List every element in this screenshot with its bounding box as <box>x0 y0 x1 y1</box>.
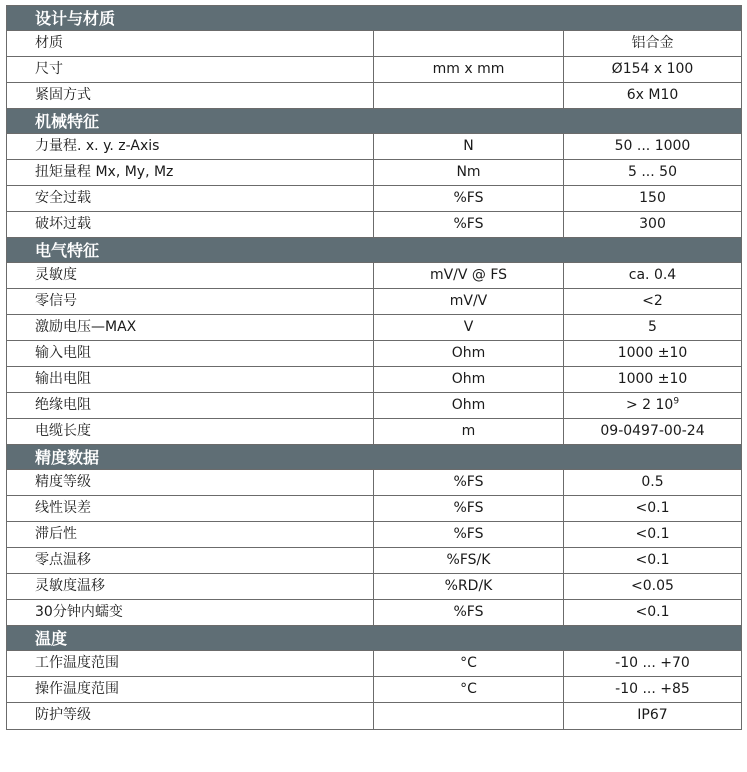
table-row <box>7 470 741 496</box>
spec-value <box>564 393 741 418</box>
table-row <box>7 289 741 315</box>
table-row <box>7 367 741 393</box>
spec-name: 输出电阻 <box>7 367 374 392</box>
spec-unit: m <box>374 419 564 444</box>
table-row <box>7 57 741 83</box>
spec-value-text: 300 <box>639 216 666 232</box>
spec-value-text: <0.1 <box>635 500 670 516</box>
section-header: 设计与材质 <box>7 6 741 31</box>
spec-value <box>564 315 741 340</box>
spec-unit: %FS <box>374 186 564 211</box>
table-row <box>7 341 741 367</box>
spec-value-text: 0.5 <box>641 474 664 490</box>
spec-name: 激励电压—MAX <box>7 315 374 340</box>
spec-value-text: <0.1 <box>635 604 670 620</box>
spec-value <box>564 419 741 444</box>
spec-name: 输入电阻 <box>7 341 374 366</box>
spec-unit: mV/V @ FS <box>374 263 564 288</box>
spec-unit: %RD/K <box>374 574 564 599</box>
spec-unit: %FS <box>374 496 564 521</box>
spec-name: 工作温度范围 <box>7 651 374 676</box>
spec-value-text: 09-0497-00-24 <box>600 423 705 439</box>
spec-value <box>564 703 741 729</box>
table-row <box>7 212 741 238</box>
table-row <box>7 31 741 57</box>
spec-unit: Nm <box>374 160 564 185</box>
spec-name: 紧固方式 <box>7 83 374 108</box>
spec-unit: Ohm <box>374 341 564 366</box>
spec-value <box>564 677 741 702</box>
spec-name: 线性误差 <box>7 496 374 521</box>
table-row <box>7 548 741 574</box>
spec-value-text: ca. 0.4 <box>628 267 677 283</box>
spec-value <box>564 57 741 82</box>
spec-unit: °C <box>374 677 564 702</box>
table-row <box>7 263 741 289</box>
table-row <box>7 677 741 703</box>
spec-value <box>564 470 741 495</box>
spec-unit <box>374 83 564 108</box>
spec-value-text: > 2 10 <box>625 397 674 413</box>
spec-value-text: 6x M10 <box>626 87 679 103</box>
table-row <box>7 134 741 160</box>
spec-name: 力量程. x. y. z-Axis <box>7 134 374 159</box>
section-header: 精度数据 <box>7 445 741 470</box>
spec-value-text: -10 ... +85 <box>615 681 690 697</box>
spec-value-text: Ø154 x 100 <box>611 61 694 77</box>
spec-name: 滞后性 <box>7 522 374 547</box>
spec-unit: %FS <box>374 522 564 547</box>
spec-name: 灵敏度 <box>7 263 374 288</box>
table-row <box>7 703 741 729</box>
spec-unit: mm x mm <box>374 57 564 82</box>
section-header: 机械特征 <box>7 109 741 134</box>
spec-value <box>564 574 741 599</box>
section-header: 温度 <box>7 626 741 651</box>
spec-unit: Ohm <box>374 393 564 418</box>
spec-value-text: -10 ... +70 <box>615 655 690 671</box>
spec-value <box>564 83 741 108</box>
spec-unit: %FS <box>374 600 564 625</box>
spec-unit: %FS <box>374 212 564 237</box>
spec-name: 操作温度范围 <box>7 677 374 702</box>
spec-value-text: <0.1 <box>635 526 670 542</box>
spec-name: 电缆长度 <box>7 419 374 444</box>
table-row <box>7 522 741 548</box>
spec-value <box>564 548 741 573</box>
table-row <box>7 496 741 522</box>
table-row <box>7 83 741 109</box>
table-row <box>7 186 741 212</box>
section-header: 电气特征 <box>7 238 741 263</box>
spec-unit <box>374 31 564 56</box>
spec-name: 零信号 <box>7 289 374 314</box>
spec-value <box>564 289 741 314</box>
spec-value <box>564 600 741 625</box>
spec-value <box>564 651 741 676</box>
spec-name: 安全过载 <box>7 186 374 211</box>
spec-value-text: <0.1 <box>635 552 670 568</box>
spec-value-text: 150 <box>639 190 666 206</box>
spec-unit: N <box>374 134 564 159</box>
spec-value-text: 1000 ±10 <box>617 371 688 387</box>
spec-value-text: 5 <box>648 319 657 335</box>
spec-value <box>564 341 741 366</box>
spec-value-text: 50 ... 1000 <box>614 138 691 154</box>
spec-value-text: IP67 <box>637 707 668 723</box>
table-row <box>7 393 741 419</box>
spec-value-text: 5 ... 50 <box>628 164 677 180</box>
table-row <box>7 574 741 600</box>
spec-unit: mV/V <box>374 289 564 314</box>
spec-name: 零点温移 <box>7 548 374 573</box>
spec-table <box>6 5 742 730</box>
spec-unit: %FS/K <box>374 548 564 573</box>
spec-unit: V <box>374 315 564 340</box>
spec-value-exponent: 9 <box>673 396 680 407</box>
spec-value-text: <0.05 <box>631 578 674 594</box>
spec-value <box>564 496 741 521</box>
spec-value <box>564 186 741 211</box>
spec-name: 绝缘电阻 <box>7 393 374 418</box>
table-row <box>7 651 741 677</box>
spec-name: 灵敏度温移 <box>7 574 374 599</box>
spec-name: 扭矩量程 Mx, My, Mz <box>7 160 374 185</box>
spec-value <box>564 31 741 56</box>
spec-value <box>564 263 741 288</box>
spec-value <box>564 134 741 159</box>
spec-unit: °C <box>374 651 564 676</box>
spec-unit: %FS <box>374 470 564 495</box>
spec-name: 尺寸 <box>7 57 374 82</box>
spec-value-text: 1000 ±10 <box>617 345 688 361</box>
spec-name: 破坏过载 <box>7 212 374 237</box>
spec-name: 材质 <box>7 31 374 56</box>
table-row <box>7 600 741 626</box>
spec-name: 30分钟内蠕变 <box>7 600 374 625</box>
spec-value <box>564 212 741 237</box>
spec-unit <box>374 703 564 729</box>
spec-value <box>564 367 741 392</box>
spec-value-text: 铝合金 <box>631 35 674 51</box>
spec-value <box>564 522 741 547</box>
table-row <box>7 160 741 186</box>
spec-name: 防护等级 <box>7 703 374 729</box>
spec-value-text: <2 <box>642 293 663 309</box>
table-row <box>7 419 741 445</box>
spec-name: 精度等级 <box>7 470 374 495</box>
table-row <box>7 315 741 341</box>
spec-value <box>564 160 741 185</box>
spec-unit: Ohm <box>374 367 564 392</box>
